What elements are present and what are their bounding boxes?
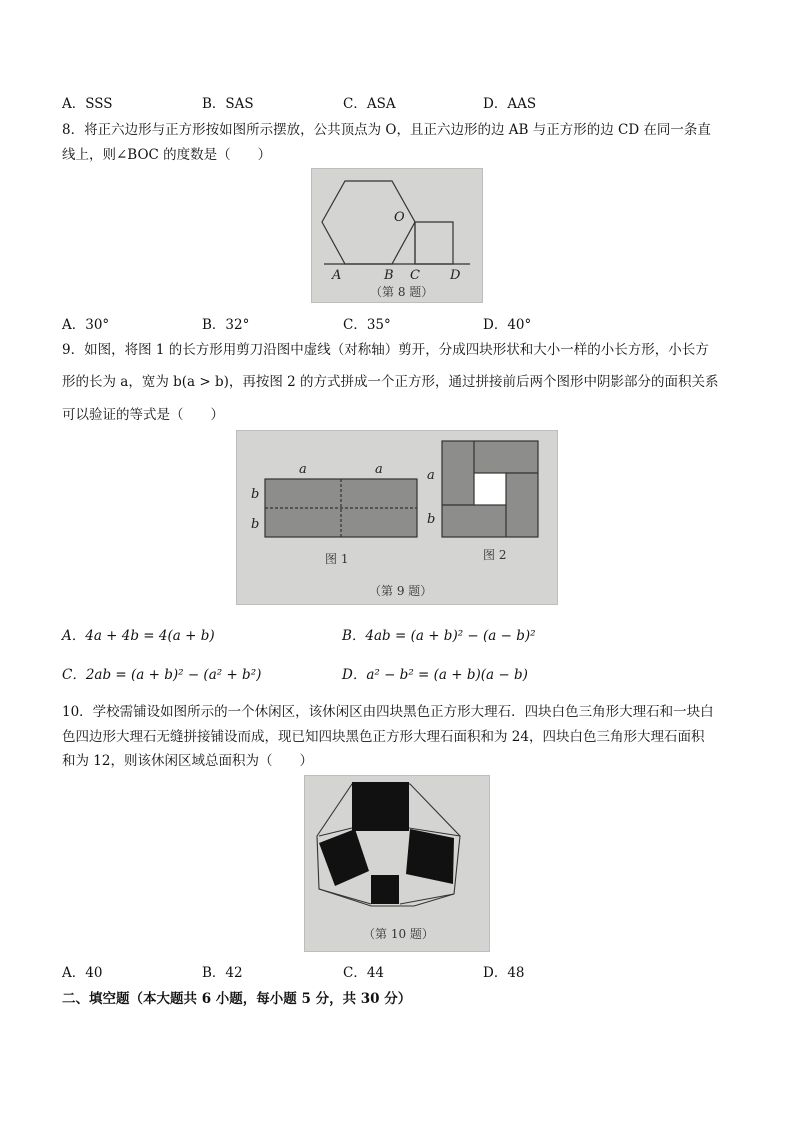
q8-figure <box>311 168 483 303</box>
q8-question-line2: 线上，则∠BOC 的度数是（ ） <box>62 147 272 163</box>
q9-fig1-label-b2: b <box>251 517 260 532</box>
q8-option-c[interactable]: C．35° <box>343 317 391 333</box>
q10-question-line2: 色四边形大理石无缝拼接铺设而成，现已知四块黑色正方形大理石面积和为 24，四块白色三角形大理石面积 <box>62 729 705 745</box>
q10-question-line1: 10．学校需铺设如图所示的一个休闲区，该休闲区由四块黑色正方形大理石．四块白色三角形大理石和一块白 <box>62 704 714 720</box>
q9-question-line3: 可以验证的等式是（ ） <box>62 407 224 423</box>
q7-option-b[interactable]: B．SAS <box>202 96 254 112</box>
q8-label-a: A <box>332 268 342 283</box>
q8-figure-caption: （第 8 题） <box>370 285 434 299</box>
q9-figure-svg <box>237 431 557 604</box>
q10-black-square-right <box>406 829 454 884</box>
q9-options-row1 <box>62 624 742 642</box>
q8-option-a[interactable]: A．30° <box>62 317 110 333</box>
section-2-heading: 二、填空题（本大题共 6 小题，每小题 5 分，共 30 分） <box>62 991 412 1007</box>
q9-option-b[interactable]: B．4ab = (a + b)² − (a − b)² <box>342 628 536 644</box>
q10-option-c[interactable]: C．44 <box>343 965 385 981</box>
q9-fig1-label-b1: b <box>251 487 260 502</box>
q9-fig2-label-a: a <box>427 468 435 483</box>
q10-triangle-edge-3 <box>319 889 371 904</box>
q10-option-d[interactable]: D．48 <box>483 965 525 981</box>
q9-options-row2 <box>62 663 742 681</box>
q7-option-d[interactable]: D．AAS <box>483 96 537 112</box>
q8-options <box>62 313 742 331</box>
q9-figure <box>236 430 558 605</box>
q10-figure-caption: （第 10 题） <box>363 927 434 941</box>
q10-option-b[interactable]: B．42 <box>202 965 243 981</box>
q10-black-square-bottom <box>371 875 399 904</box>
q7-option-a[interactable]: A．SSS <box>62 96 113 112</box>
q8-label-c: C <box>410 268 420 283</box>
q9-question-line1: 9．如图，将图 1 的长方形用剪刀沿图中虚线（对称轴）剪开，分成四块形状和大小一样的小长方形，小长方 <box>62 342 709 358</box>
q7-option-c[interactable]: C．ASA <box>343 96 396 112</box>
q9-figure-caption: （第 9 题） <box>369 584 433 598</box>
q9-fig2-label-b: b <box>427 512 436 527</box>
q7-options <box>62 92 742 110</box>
q9-fig1-caption: 图 1 <box>325 552 349 566</box>
q9-fig1-label-a2: a <box>375 462 383 477</box>
q10-figure <box>304 775 490 952</box>
q10-options <box>62 961 742 979</box>
q8-option-d[interactable]: D．40° <box>483 317 532 333</box>
q9-fig2-caption: 图 2 <box>483 548 507 562</box>
q9-fig1-label-a1: a <box>299 462 307 477</box>
q8-label-b: B <box>384 268 394 283</box>
q10-black-square-top <box>352 782 409 831</box>
q8-option-b[interactable]: B．32° <box>202 317 250 333</box>
q10-black-square-left <box>319 829 369 886</box>
q10-figure-svg <box>305 776 489 951</box>
q10-option-a[interactable]: A．40 <box>62 965 103 981</box>
q9-option-d[interactable]: D．a² − b² = (a + b)(a − b) <box>342 667 528 683</box>
q8-question-line1: 8．将正六边形与正方形按如图所示摆放，公共顶点为 O，且正六边形的边 AB 与正方形的边 CD 在同一条直 <box>62 122 711 138</box>
q8-square <box>415 222 453 264</box>
q9-option-c[interactable]: C．2ab = (a + b)² − (a² + b²) <box>62 667 262 683</box>
q8-label-o: O <box>394 210 405 225</box>
q9-option-a[interactable]: A．4a + 4b = 4(a + b) <box>62 628 215 644</box>
q10-question-line3: 和为 12，则该休闲区域总面积为（ ） <box>62 753 313 769</box>
q9-fig2-center-hole <box>474 473 506 505</box>
q8-figure-svg <box>312 169 482 302</box>
q9-question-line2: 形的长为 a，宽为 b(a > b)，再按图 2 的方式拼成一个正方形，通过拼接前后两个图形中阴影部分的面积关系 <box>62 374 719 390</box>
q8-label-d: D <box>450 268 461 283</box>
